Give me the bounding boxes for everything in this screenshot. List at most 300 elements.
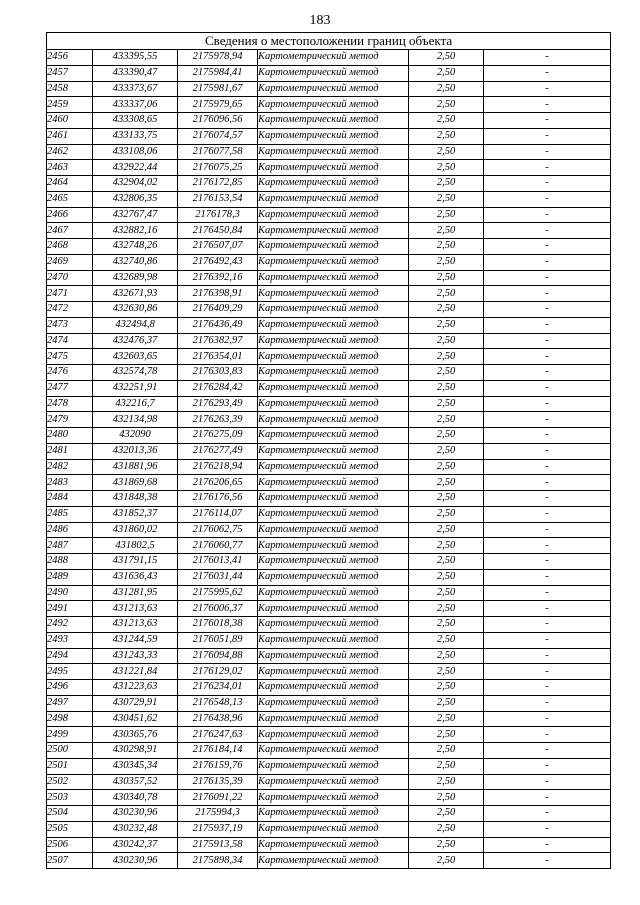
point-number-cell: 2499 (47, 727, 93, 743)
note-cell: - (484, 632, 611, 648)
x-coordinate-cell: 430340,78 (93, 790, 178, 806)
x-coordinate-cell: 432216,7 (93, 396, 178, 412)
table-row (47, 443, 611, 459)
accuracy-cell: 2,50 (409, 286, 484, 302)
y-coordinate-cell: 2176436,49 (178, 317, 258, 333)
table-row (47, 459, 611, 475)
y-coordinate-cell: 2176492,43 (178, 254, 258, 270)
point-number-cell: 2466 (47, 207, 93, 223)
accuracy-cell: 2,50 (409, 459, 484, 475)
point-number-cell: 2470 (47, 270, 93, 286)
accuracy-cell: 2,50 (409, 349, 484, 365)
x-coordinate-cell: 432494,8 (93, 317, 178, 333)
method-cell: Картометрический метод (258, 806, 409, 822)
x-coordinate-cell: 433133,75 (93, 128, 178, 144)
note-cell: - (484, 128, 611, 144)
table-row (47, 538, 611, 554)
table-row (47, 774, 611, 790)
y-coordinate-cell: 2175937,19 (178, 821, 258, 837)
note-cell: - (484, 50, 611, 66)
accuracy-cell: 2,50 (409, 475, 484, 491)
accuracy-cell: 2,50 (409, 695, 484, 711)
x-coordinate-cell: 430232,48 (93, 821, 178, 837)
y-coordinate-cell: 2176062,75 (178, 522, 258, 538)
accuracy-cell: 2,50 (409, 554, 484, 570)
table-row (47, 695, 611, 711)
point-number-cell: 2484 (47, 491, 93, 507)
method-cell: Картометрический метод (258, 412, 409, 428)
y-coordinate-cell: 2176284,42 (178, 380, 258, 396)
y-coordinate-cell: 2176074,57 (178, 128, 258, 144)
point-number-cell: 2488 (47, 554, 93, 570)
note-cell: - (484, 349, 611, 365)
note-cell: - (484, 664, 611, 680)
x-coordinate-cell: 431791,15 (93, 554, 178, 570)
point-number-cell: 2480 (47, 428, 93, 444)
accuracy-cell: 2,50 (409, 428, 484, 444)
x-coordinate-cell: 432134,98 (93, 412, 178, 428)
accuracy-cell: 2,50 (409, 191, 484, 207)
point-number-cell: 2505 (47, 821, 93, 837)
point-number-cell: 2457 (47, 65, 93, 81)
accuracy-cell: 2,50 (409, 806, 484, 822)
accuracy-cell: 2,50 (409, 207, 484, 223)
accuracy-cell: 2,50 (409, 617, 484, 633)
accuracy-cell: 2,50 (409, 853, 484, 869)
point-number-cell: 2507 (47, 853, 93, 869)
accuracy-cell: 2,50 (409, 239, 484, 255)
accuracy-cell: 2,50 (409, 632, 484, 648)
note-cell: - (484, 317, 611, 333)
method-cell: Картометрический метод (258, 380, 409, 396)
y-coordinate-cell: 2176507,07 (178, 239, 258, 255)
table-row (47, 396, 611, 412)
accuracy-cell: 2,50 (409, 128, 484, 144)
y-coordinate-cell: 2176218,94 (178, 459, 258, 475)
method-cell: Картометрический метод (258, 790, 409, 806)
point-number-cell: 2462 (47, 144, 93, 160)
point-number-cell: 2459 (47, 97, 93, 113)
note-cell: - (484, 491, 611, 507)
note-cell: - (484, 396, 611, 412)
method-cell: Картометрический метод (258, 569, 409, 585)
point-number-cell: 2502 (47, 774, 93, 790)
x-coordinate-cell: 431244,59 (93, 632, 178, 648)
note-cell: - (484, 821, 611, 837)
x-coordinate-cell: 431243,33 (93, 648, 178, 664)
point-number-cell: 2473 (47, 317, 93, 333)
accuracy-cell: 2,50 (409, 727, 484, 743)
point-number-cell: 2486 (47, 522, 93, 538)
accuracy-cell: 2,50 (409, 790, 484, 806)
method-cell: Картометрический метод (258, 506, 409, 522)
point-number-cell: 2471 (47, 286, 93, 302)
method-cell: Картометрический метод (258, 837, 409, 853)
note-cell: - (484, 176, 611, 192)
accuracy-cell: 2,50 (409, 821, 484, 837)
table-row (47, 853, 611, 869)
x-coordinate-cell: 432630,86 (93, 302, 178, 318)
point-number-cell: 2464 (47, 176, 93, 192)
y-coordinate-cell: 2176094,88 (178, 648, 258, 664)
x-coordinate-cell: 430365,76 (93, 727, 178, 743)
method-cell: Картометрический метод (258, 81, 409, 97)
y-coordinate-cell: 2176548,13 (178, 695, 258, 711)
x-coordinate-cell: 432904,02 (93, 176, 178, 192)
note-cell: - (484, 774, 611, 790)
x-coordinate-cell: 432806,35 (93, 191, 178, 207)
x-coordinate-cell: 430357,52 (93, 774, 178, 790)
y-coordinate-cell: 2176129,02 (178, 664, 258, 680)
accuracy-cell: 2,50 (409, 176, 484, 192)
table-row (47, 65, 611, 81)
y-coordinate-cell: 2176392,16 (178, 270, 258, 286)
table-row (47, 743, 611, 759)
note-cell: - (484, 302, 611, 318)
x-coordinate-cell: 433373,67 (93, 81, 178, 97)
x-coordinate-cell: 432476,37 (93, 333, 178, 349)
note-cell: - (484, 506, 611, 522)
y-coordinate-cell: 2175898,34 (178, 853, 258, 869)
method-cell: Картометрический метод (258, 743, 409, 759)
point-number-cell: 2504 (47, 806, 93, 822)
method-cell: Картометрический метод (258, 160, 409, 176)
note-cell: - (484, 207, 611, 223)
point-number-cell: 2482 (47, 459, 93, 475)
method-cell: Картометрический метод (258, 365, 409, 381)
x-coordinate-cell: 431213,63 (93, 617, 178, 633)
accuracy-cell: 2,50 (409, 522, 484, 538)
accuracy-cell: 2,50 (409, 113, 484, 129)
accuracy-cell: 2,50 (409, 569, 484, 585)
accuracy-cell: 2,50 (409, 743, 484, 759)
note-cell: - (484, 853, 611, 869)
x-coordinate-cell: 430242,37 (93, 837, 178, 853)
note-cell: - (484, 601, 611, 617)
table-row (47, 412, 611, 428)
method-cell: Картометрический метод (258, 554, 409, 570)
point-number-cell: 2495 (47, 664, 93, 680)
x-coordinate-cell: 433308,65 (93, 113, 178, 129)
y-coordinate-cell: 2176184,14 (178, 743, 258, 759)
point-number-cell: 2483 (47, 475, 93, 491)
x-coordinate-cell: 431213,63 (93, 601, 178, 617)
accuracy-cell: 2,50 (409, 664, 484, 680)
page-number: 183 (309, 13, 331, 28)
accuracy-cell: 2,50 (409, 396, 484, 412)
x-coordinate-cell: 430729,91 (93, 695, 178, 711)
x-coordinate-cell: 432882,16 (93, 223, 178, 239)
accuracy-cell: 2,50 (409, 223, 484, 239)
x-coordinate-cell: 432689,98 (93, 270, 178, 286)
point-number-cell: 2492 (47, 617, 93, 633)
accuracy-cell: 2,50 (409, 758, 484, 774)
point-number-cell: 2469 (47, 254, 93, 270)
y-coordinate-cell: 2176135,39 (178, 774, 258, 790)
table-row (47, 727, 611, 743)
accuracy-cell: 2,50 (409, 97, 484, 113)
method-cell: Картометрический метод (258, 711, 409, 727)
accuracy-cell: 2,50 (409, 317, 484, 333)
method-cell: Картометрический метод (258, 286, 409, 302)
table-row (47, 664, 611, 680)
note-cell: - (484, 617, 611, 633)
x-coordinate-cell: 431860,02 (93, 522, 178, 538)
method-cell: Картометрический метод (258, 774, 409, 790)
y-coordinate-cell: 2176096,56 (178, 113, 258, 129)
x-coordinate-cell: 433108,06 (93, 144, 178, 160)
x-coordinate-cell: 431636,43 (93, 569, 178, 585)
table-row (47, 207, 611, 223)
point-number-cell: 2493 (47, 632, 93, 648)
method-cell: Картометрический метод (258, 349, 409, 365)
y-coordinate-cell: 2176206,65 (178, 475, 258, 491)
y-coordinate-cell: 2176178,3 (178, 207, 258, 223)
table-row (47, 491, 611, 507)
table-row (47, 648, 611, 664)
note-cell: - (484, 695, 611, 711)
method-cell: Картометрический метод (258, 648, 409, 664)
point-number-cell: 2506 (47, 837, 93, 853)
y-coordinate-cell: 2176176,56 (178, 491, 258, 507)
table-row (47, 191, 611, 207)
point-number-cell: 2458 (47, 81, 93, 97)
point-number-cell: 2485 (47, 506, 93, 522)
accuracy-cell: 2,50 (409, 333, 484, 349)
table-row (47, 128, 611, 144)
table-row (47, 160, 611, 176)
x-coordinate-cell: 432603,65 (93, 349, 178, 365)
accuracy-cell: 2,50 (409, 648, 484, 664)
method-cell: Картометрический метод (258, 664, 409, 680)
y-coordinate-cell: 2176275,09 (178, 428, 258, 444)
y-coordinate-cell: 2176075,25 (178, 160, 258, 176)
table-row (47, 270, 611, 286)
table-row (47, 554, 611, 570)
table-row (47, 176, 611, 192)
table-row (47, 569, 611, 585)
y-coordinate-cell: 2176153,54 (178, 191, 258, 207)
method-cell: Картометрический метод (258, 538, 409, 554)
note-cell: - (484, 412, 611, 428)
point-number-cell: 2467 (47, 223, 93, 239)
y-coordinate-cell: 2176060,77 (178, 538, 258, 554)
x-coordinate-cell: 432671,93 (93, 286, 178, 302)
accuracy-cell: 2,50 (409, 160, 484, 176)
point-number-cell: 2489 (47, 569, 93, 585)
point-number-cell: 2496 (47, 680, 93, 696)
accuracy-cell: 2,50 (409, 365, 484, 381)
table-row (47, 585, 611, 601)
table-row (47, 380, 611, 396)
y-coordinate-cell: 2176277,49 (178, 443, 258, 459)
x-coordinate-cell: 432748,26 (93, 239, 178, 255)
note-cell: - (484, 475, 611, 491)
method-cell: Картометрический метод (258, 491, 409, 507)
y-coordinate-cell: 2176438,96 (178, 711, 258, 727)
table-row (47, 81, 611, 97)
note-cell: - (484, 569, 611, 585)
method-cell: Картометрический метод (258, 475, 409, 491)
method-cell: Картометрический метод (258, 176, 409, 192)
note-cell: - (484, 270, 611, 286)
table-row (47, 286, 611, 302)
note-cell: - (484, 459, 611, 475)
point-number-cell: 2474 (47, 333, 93, 349)
y-coordinate-cell: 2175978,94 (178, 50, 258, 66)
point-number-cell: 2497 (47, 695, 93, 711)
y-coordinate-cell: 2176263,39 (178, 412, 258, 428)
method-cell: Картометрический метод (258, 459, 409, 475)
point-number-cell: 2465 (47, 191, 93, 207)
table-row (47, 790, 611, 806)
y-coordinate-cell: 2176172,85 (178, 176, 258, 192)
table-row (47, 223, 611, 239)
point-number-cell: 2490 (47, 585, 93, 601)
x-coordinate-cell: 431221,84 (93, 664, 178, 680)
y-coordinate-cell: 2176398,91 (178, 286, 258, 302)
y-coordinate-cell: 2176293,49 (178, 396, 258, 412)
method-cell: Картометрический метод (258, 853, 409, 869)
table-title: Сведения о местоположении границ объекта (47, 33, 611, 50)
note-cell: - (484, 81, 611, 97)
y-coordinate-cell: 2175981,67 (178, 81, 258, 97)
y-coordinate-cell: 2176018,38 (178, 617, 258, 633)
method-cell: Картометрический метод (258, 680, 409, 696)
note-cell: - (484, 522, 611, 538)
x-coordinate-cell: 431869,68 (93, 475, 178, 491)
x-coordinate-cell: 432013,36 (93, 443, 178, 459)
accuracy-cell: 2,50 (409, 65, 484, 81)
y-coordinate-cell: 2176031,44 (178, 569, 258, 585)
y-coordinate-cell: 2176354,01 (178, 349, 258, 365)
note-cell: - (484, 743, 611, 759)
y-coordinate-cell: 2176114,07 (178, 506, 258, 522)
x-coordinate-cell: 433337,06 (93, 97, 178, 113)
accuracy-cell: 2,50 (409, 270, 484, 286)
method-cell: Картометрический метод (258, 50, 409, 66)
method-cell: Картометрический метод (258, 821, 409, 837)
x-coordinate-cell: 430230,96 (93, 853, 178, 869)
y-coordinate-cell: 2176091,22 (178, 790, 258, 806)
method-cell: Картометрический метод (258, 333, 409, 349)
method-cell: Картометрический метод (258, 317, 409, 333)
method-cell: Картометрический метод (258, 443, 409, 459)
method-cell: Картометрический метод (258, 632, 409, 648)
point-number-cell: 2487 (47, 538, 93, 554)
note-cell: - (484, 758, 611, 774)
note-cell: - (484, 428, 611, 444)
method-cell: Картометрический метод (258, 239, 409, 255)
point-number-cell: 2503 (47, 790, 93, 806)
accuracy-cell: 2,50 (409, 144, 484, 160)
table-row (47, 837, 611, 853)
table-row (47, 239, 611, 255)
x-coordinate-cell: 432740,86 (93, 254, 178, 270)
accuracy-cell: 2,50 (409, 506, 484, 522)
y-coordinate-cell: 2175995,62 (178, 585, 258, 601)
method-cell: Картометрический метод (258, 97, 409, 113)
x-coordinate-cell: 431281,95 (93, 585, 178, 601)
table-row (47, 365, 611, 381)
table-row (47, 254, 611, 270)
table-row (47, 632, 611, 648)
note-cell: - (484, 113, 611, 129)
point-number-cell: 2500 (47, 743, 93, 759)
note-cell: - (484, 680, 611, 696)
point-number-cell: 2501 (47, 758, 93, 774)
accuracy-cell: 2,50 (409, 491, 484, 507)
accuracy-cell: 2,50 (409, 538, 484, 554)
point-number-cell: 2498 (47, 711, 93, 727)
x-coordinate-cell: 431848,38 (93, 491, 178, 507)
table-row (47, 711, 611, 727)
y-coordinate-cell: 2176409,29 (178, 302, 258, 318)
note-cell: - (484, 727, 611, 743)
table-header-row (47, 33, 611, 50)
y-coordinate-cell: 2176077,58 (178, 144, 258, 160)
x-coordinate-cell: 432574,78 (93, 365, 178, 381)
point-number-cell: 2476 (47, 365, 93, 381)
table-row (47, 522, 611, 538)
y-coordinate-cell: 2176051,89 (178, 632, 258, 648)
note-cell: - (484, 144, 611, 160)
table-row (47, 317, 611, 333)
note-cell: - (484, 286, 611, 302)
x-coordinate-cell: 431881,96 (93, 459, 178, 475)
y-coordinate-cell: 2176234,01 (178, 680, 258, 696)
point-number-cell: 2468 (47, 239, 93, 255)
table-row (47, 806, 611, 822)
note-cell: - (484, 443, 611, 459)
accuracy-cell: 2,50 (409, 412, 484, 428)
note-cell: - (484, 554, 611, 570)
x-coordinate-cell: 431223,63 (93, 680, 178, 696)
method-cell: Картометрический метод (258, 428, 409, 444)
accuracy-cell: 2,50 (409, 837, 484, 853)
point-number-cell: 2461 (47, 128, 93, 144)
point-number-cell: 2472 (47, 302, 93, 318)
table-row (47, 50, 611, 66)
method-cell: Картометрический метод (258, 254, 409, 270)
point-number-cell: 2481 (47, 443, 93, 459)
y-coordinate-cell: 2175984,41 (178, 65, 258, 81)
table-row (47, 617, 611, 633)
table-row (47, 302, 611, 318)
method-cell: Картометрический метод (258, 191, 409, 207)
table-body (47, 50, 611, 869)
point-number-cell: 2491 (47, 601, 93, 617)
x-coordinate-cell: 430230,96 (93, 806, 178, 822)
accuracy-cell: 2,50 (409, 81, 484, 97)
method-cell: Картометрический метод (258, 270, 409, 286)
method-cell: Картометрический метод (258, 727, 409, 743)
point-number-cell: 2463 (47, 160, 93, 176)
note-cell: - (484, 65, 611, 81)
method-cell: Картометрический метод (258, 396, 409, 412)
y-coordinate-cell: 2176382,97 (178, 333, 258, 349)
x-coordinate-cell: 432767,47 (93, 207, 178, 223)
table-row (47, 97, 611, 113)
point-number-cell: 2477 (47, 380, 93, 396)
method-cell: Картометрический метод (258, 207, 409, 223)
note-cell: - (484, 223, 611, 239)
table-row (47, 349, 611, 365)
y-coordinate-cell: 2176247,63 (178, 727, 258, 743)
method-cell: Картометрический метод (258, 128, 409, 144)
y-coordinate-cell: 2176303,83 (178, 365, 258, 381)
accuracy-cell: 2,50 (409, 774, 484, 790)
